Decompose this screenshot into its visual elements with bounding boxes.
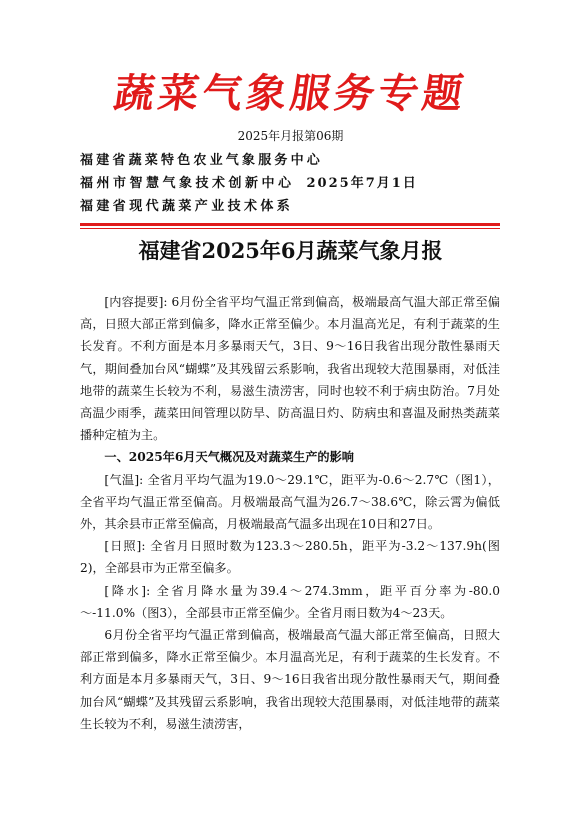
precipitation-paragraph: [降水]: 全省月降水量为39.4～274.3mm，距平百分率为-80.0～-11.0%（图3），全部县市正常至偏少。全省月雨日数为4～23天。 xyxy=(80,583,500,620)
summary-paragraph: [内容提要]: 6月份全省平均气温正常到偏高，极端最高气温大部正常至偏高，日照大部正常到偏多，降水正常至偏少。本月温高光足，有利于蔬菜的生长发育。不利方面是本月多暴雨天气，3日、9～16日我省出现分散性暴雨天气，期间叠加台风“蝴蝶”及其残留云系影响，我省出现较大范围暴雨，对低洼地带的蔬菜生长较为不利，易滋生渍涝害，同时也较不利于病虫防治。7月处高温少雨季，蔬菜田间管理以防旱、防高温日灼、防病虫和喜温及耐热类蔬菜播种定植为主。 xyxy=(80,295,500,443)
document-body xyxy=(80,291,500,735)
banner-title: 蔬菜气象服务专题 xyxy=(111,70,470,117)
org-line-1 xyxy=(80,151,323,171)
issue-line: 2025年月报第06期 xyxy=(237,129,344,143)
impact-paragraph: 6月份全省平均气温正常到偏高，极端最高气温大部正常至偏高，日照大部正常到偏多，降水正常至偏少。本月温高光足，有利于蔬菜的生长发育。不利方面是本月多暴雨天气，3日、9～16日我省出现分散性暴雨天气，期间叠加台风“蝴蝶”及其残留云系影响，我省出现较大范围暴雨，对低洼地带的蔬菜生长较为不利，易滋生渍涝害， xyxy=(80,628,500,731)
header-divider-thin xyxy=(80,228,500,229)
org-line-2 xyxy=(80,174,418,194)
org-line-3 xyxy=(80,197,293,217)
header-divider-thick xyxy=(80,223,500,226)
issue-date: 2025年7月1日 xyxy=(306,176,418,191)
sunshine-paragraph: [日照]: 全省月日照时数为123.3～280.5h，距平为-3.2～137.9h(图2)，全部县市为正常至偏多。 xyxy=(80,539,500,576)
section-heading: 一、2025年6月天气概况及对蔬菜生产的影响 xyxy=(104,450,354,465)
org-name: 福建省蔬菜特色农业气象服务中心 xyxy=(80,153,324,168)
org-name: 福建省现代蔬菜产业技术体系 xyxy=(80,199,294,214)
org-name: 福州市智慧气象技术创新中心 xyxy=(80,176,295,191)
document-title: 福建省2025年6月蔬菜气象月报 xyxy=(138,238,443,263)
temperature-paragraph: [气温]: 全省月平均气温为19.0～29.1℃，距平为-0.6～2.7℃（图1），全省平均气温正常至偏高。月极端最高气温为26.7～38.6℃，除云霄为偏低外，其余县市正常至偏高，月极端最高气温多出现在10日和27日。 xyxy=(80,472,500,532)
